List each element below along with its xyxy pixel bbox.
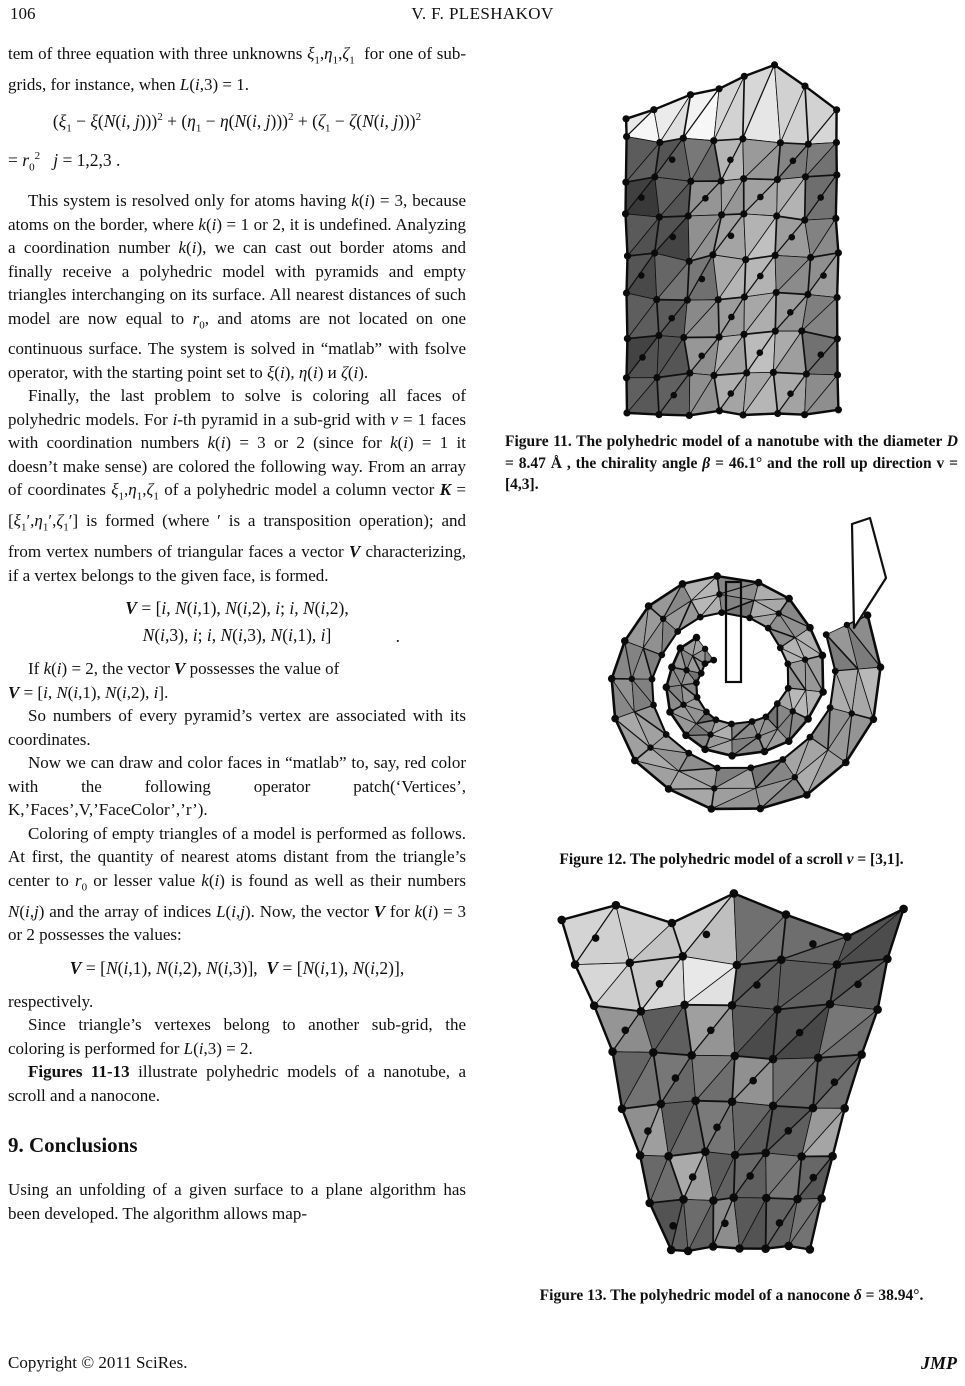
paragraph-since-subgrid: Since triangle’s vertexes belong to another sub-grid, the coloring is performed for L(i,3) = 2.	[8, 1015, 466, 1058]
nanotube-figure-image	[612, 36, 852, 420]
paragraph-so-numbers: So numbers of every pyramid’s vertex are associated with its coordinates.	[8, 706, 466, 749]
equation-vector-v	[8, 595, 466, 649]
running-head: V. F. PLESHAKOV	[411, 4, 554, 23]
paragraph-system-resolve: This system is resolved only for atoms having k(i) = 3, because atoms on the border, where k(i) = 1 or 2, it is undefined. Analyzing a coordination number k(i), we can cast out border atoms and finally receive a polyhedric model with pyramids and empty triangles interchanging on its surface. All nearest distances of such model are now equal to $r_0$, and atoms are not located on one continuous surface. The system is solved in “matlab” with fsolve operator, with the starting point set to ξ(i), η(i) и ζ(i).	[8, 191, 467, 382]
equation-vector-v-line2: N(i,3), i; i, N(i,3), N(i,1), i]	[142, 625, 332, 646]
nanocone-figure-image	[554, 886, 910, 1274]
paragraph-coloring-empty: Coloring of empty triangles of a model is performed as follows. At first, the quantity of nearest atoms distant from the triangle’s center to $r_0$ or lesser value k(i) is found as well as their numbers N(i,j) and the array of indices L(i,j). Now, the vector V for k(i) = 3 or 2 possesses the values:	[8, 823, 467, 945]
equation-system-line2: = $r_0^2$ j = 1,2,3 .	[8, 149, 121, 174]
page-footer	[8, 1353, 957, 1374]
scroll-figure-image	[564, 514, 900, 838]
footer-copyright: Copyright © 2011 SciRes.	[8, 1353, 188, 1372]
equation-vector-v-period: .	[395, 626, 400, 647]
equation-system	[8, 104, 466, 181]
paragraph-respectively: respectively.	[8, 991, 94, 1011]
paragraph-finally-coloring: Finally, the last problem to solve is coloring all faces of polyhedric models. For i-th pyramid in a sub-grid with v = 1 faces with coordination numbers k(i) = 3 or 2 (since for k(i) = 1 it doesn’t make sense) are colored the following way. From an array of coordinates $\xi_1,\eta_1,\zeta_1$ of a polyhedric model a column vector $K = [\xi_1',\eta_1',\zeta_1']$ is formed (where ′ is a transposition operation); and from vertex numbers of triangular faces a vector V characterizing, if a vertex belongs to the given face, is formed.	[8, 386, 467, 585]
equation-system-line1: ($\xi_1 - \xi(N(i$, $j)))^2 + (\eta_1 - \eta(N(i$, $j)))^2 + (\zeta_1 - \zeta(N(i$, j)))$^2$	[52, 111, 422, 135]
heading-conclusions: 9. Conclusions	[8, 1133, 138, 1158]
paragraph-figures-reference: Figures 11-13 illustrate polyhedric models of a nanotube, a scroll and a nanocone.	[8, 1062, 467, 1105]
paragraph-now-draw: Now we can draw and color faces in “matlab” to, say, red color with the following operator patch(‘Vertices’, K,’Faces’,V,’FaceColor’,’r’).	[8, 753, 466, 820]
right-figure-column	[505, 36, 958, 1307]
footer-journal-abbrev: JMP	[921, 1353, 957, 1373]
figure-13-caption: Figure 13. The polyhedric model of a nanocone δ = 38.94°.	[539, 1287, 924, 1304]
equation-v-values: V = [N(i,1), N(i,2), N(i,3)], V = [N(i,1), N(i,2)],	[69, 957, 405, 978]
figure-12	[505, 514, 958, 871]
figure-13	[505, 886, 958, 1307]
figure-12-caption: Figure 12. The polyhedric model of a scroll v = [3,1].	[559, 850, 904, 868]
paragraph-conclusion: Using an unfolding of a given surface to a plane algorithm has been developed. The algorithm allows map-	[8, 1180, 466, 1223]
equation-vector-v-line1: V = [i, N(i,1), N(i,2), i; i, N(i,2),	[125, 598, 349, 619]
figure-11	[505, 36, 958, 496]
left-text-column	[8, 42, 466, 1225]
paragraph-if-k2: If k(i) = 2, the vector V possesses the value of V = [i, N(i,1), N(i,2), i].	[8, 659, 340, 702]
paragraph-intro: tem of three equation with three unknowns $\xi_1,\eta_1,\zeta_1$ for one of sub-grids, for instance, when L(i,3) = 1.	[8, 44, 466, 94]
page-number: 106	[10, 4, 36, 23]
figure-11-caption: Figure 11. The polyhedric model of a nanotube with the diameter D = 8.47 Å , the chirality angle β = 46.1° and the roll up direction v = [4,3].	[505, 433, 958, 493]
